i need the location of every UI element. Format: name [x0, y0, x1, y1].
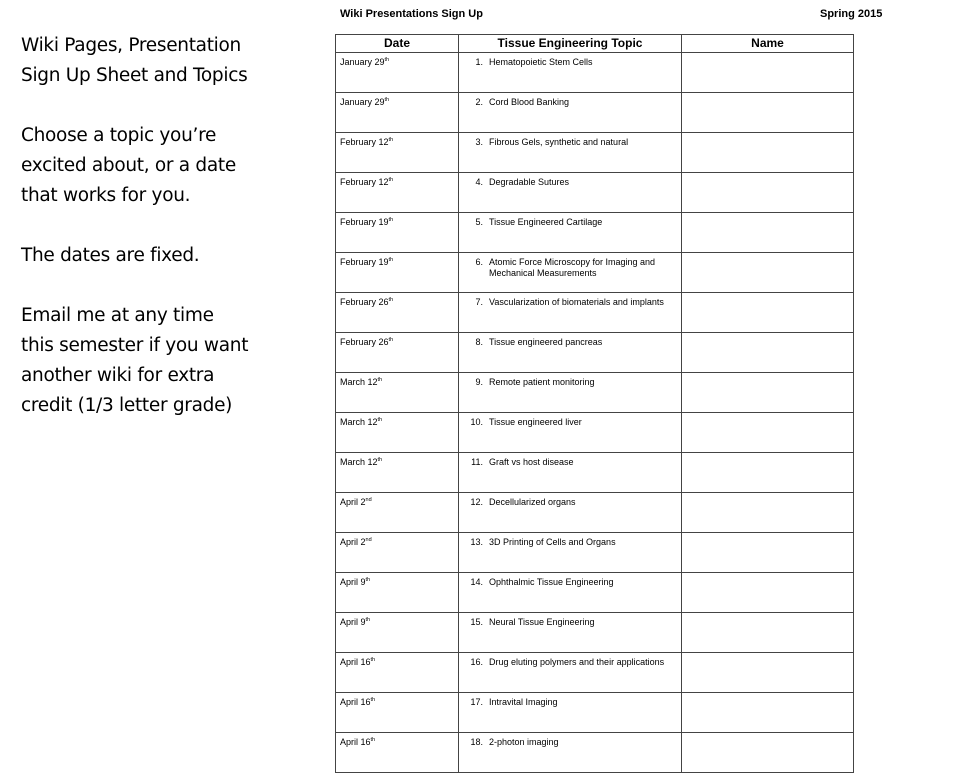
topic-cell — [459, 293, 682, 333]
date-text: March 12 — [340, 417, 378, 427]
table-row — [336, 373, 854, 413]
date-ordinal-suffix: th — [388, 137, 394, 143]
topic-cell — [459, 53, 682, 93]
topic-number: 2. — [475, 97, 483, 107]
date-text: March 12 — [340, 377, 378, 387]
name-signup-cell[interactable] — [682, 613, 854, 653]
topic-text: Degradable Sutures — [489, 177, 570, 187]
date-cell — [336, 733, 459, 773]
topic-cell — [459, 413, 682, 453]
topic-text: Tissue engineered pancreas — [489, 337, 603, 347]
name-signup-cell[interactable] — [682, 653, 854, 693]
date-cell — [336, 173, 459, 213]
date-cell — [336, 413, 459, 453]
date-text: March 12 — [340, 457, 378, 467]
name-column-header: Name — [682, 35, 854, 53]
table-row — [336, 413, 854, 453]
date-ordinal-suffix: th — [388, 177, 394, 183]
table-row — [336, 733, 854, 773]
date-cell — [336, 373, 459, 413]
table-row — [336, 453, 854, 493]
topic-cell — [459, 613, 682, 653]
table-row — [336, 253, 854, 293]
topic-number: 10. — [470, 417, 483, 427]
date-text: February 12 — [340, 137, 389, 147]
instructions-panel — [21, 31, 251, 451]
name-signup-cell[interactable] — [682, 253, 854, 293]
date-ordinal-suffix: th — [365, 617, 371, 623]
name-signup-cell[interactable] — [682, 453, 854, 493]
date-text: April 16 — [340, 657, 371, 667]
topic-number: 8. — [475, 337, 483, 347]
topic-number: 12. — [470, 497, 483, 507]
topic-text: Tissue Engineered Cartilage — [489, 217, 603, 227]
date-cell — [336, 453, 459, 493]
topic-text: Neural Tissue Engineering — [489, 617, 595, 627]
instructions-heading: Wiki Pages, Presentation Sign Up Sheet and Topics — [21, 35, 248, 86]
date-ordinal-suffix: nd — [365, 497, 372, 503]
table-row — [336, 213, 854, 253]
date-text: April 9 — [340, 577, 366, 587]
topic-text: Intravital Imaging — [489, 697, 558, 707]
date-cell — [336, 293, 459, 333]
table-row — [336, 173, 854, 213]
date-cell — [336, 613, 459, 653]
topic-cell — [459, 253, 682, 293]
topic-text: Decellularized organs — [489, 497, 576, 507]
table-row — [336, 93, 854, 133]
date-ordinal-suffix: th — [377, 457, 383, 463]
topic-number: 7. — [475, 297, 483, 307]
date-ordinal-suffix: th — [384, 57, 390, 63]
date-cell — [336, 533, 459, 573]
table-header-row — [336, 35, 854, 53]
name-signup-cell[interactable] — [682, 213, 854, 253]
topic-number: 18. — [470, 737, 483, 747]
date-ordinal-suffix: th — [384, 97, 390, 103]
topic-number: 5. — [475, 217, 483, 227]
name-signup-cell[interactable] — [682, 373, 854, 413]
topic-text: Ophthalmic Tissue Engineering — [489, 577, 614, 587]
topic-text: Remote patient monitoring — [489, 377, 595, 387]
topic-cell — [459, 453, 682, 493]
date-text: February 26 — [340, 297, 389, 307]
date-cell — [336, 133, 459, 173]
date-text: April 16 — [340, 697, 371, 707]
date-ordinal-suffix: th — [388, 337, 394, 343]
date-ordinal-suffix: th — [370, 697, 376, 703]
date-ordinal-suffix: th — [365, 577, 371, 583]
instructions-extra-credit: Email me at any time this semester if you want another wiki for extra credit (1/3 letter grade) — [21, 305, 249, 416]
name-signup-cell[interactable] — [682, 53, 854, 93]
sheet-term: Spring 2015 — [820, 8, 883, 20]
topic-number: 6. — [475, 257, 483, 267]
signup-table — [335, 34, 854, 773]
table-row — [336, 133, 854, 173]
topic-number: 1. — [475, 57, 483, 67]
date-cell — [336, 333, 459, 373]
topic-number: 13. — [470, 537, 483, 547]
topic-cell — [459, 333, 682, 373]
table-row — [336, 573, 854, 613]
date-text: April 2 — [340, 497, 366, 507]
date-ordinal-suffix: th — [377, 377, 383, 383]
topic-number: 11. — [471, 457, 483, 467]
topic-cell — [459, 733, 682, 773]
topic-text: Vascularization of biomaterials and implants — [489, 297, 664, 307]
topic-text: Hematopoietic Stem Cells — [489, 57, 593, 67]
name-signup-cell[interactable] — [682, 733, 854, 773]
date-text: February 12 — [340, 177, 389, 187]
table-row — [336, 493, 854, 533]
sheet-title: Wiki Presentations Sign Up — [340, 8, 483, 20]
name-signup-cell[interactable] — [682, 693, 854, 733]
topic-cell — [459, 573, 682, 613]
date-text: February 19 — [340, 217, 389, 227]
date-cell — [336, 573, 459, 613]
topic-number: 3. — [475, 137, 483, 147]
topic-text: Atomic Force Microscopy for Imaging and Mechanical Measurements — [489, 257, 656, 278]
date-text: April 16 — [340, 737, 371, 747]
topic-cell — [459, 173, 682, 213]
instructions-choose-topic: Choose a topic you’re excited about, or a date that works for you. — [21, 125, 236, 206]
name-signup-cell[interactable] — [682, 493, 854, 533]
topic-text: Fibrous Gels, synthetic and natural — [489, 137, 629, 147]
date-cell — [336, 693, 459, 733]
topic-number: 4. — [475, 177, 483, 187]
topic-column-header: Tissue Engineering Topic — [459, 35, 682, 53]
topic-text: Cord Blood Banking — [489, 97, 570, 107]
topic-number: 17. — [470, 697, 483, 707]
topic-text: 3D Printing of Cells and Organs — [489, 537, 616, 547]
name-signup-cell[interactable] — [682, 333, 854, 373]
topic-text: Drug eluting polymers and their applications — [489, 657, 665, 667]
date-ordinal-suffix: th — [377, 417, 383, 423]
table-row — [336, 653, 854, 693]
name-signup-cell[interactable] — [682, 573, 854, 613]
topic-cell — [459, 373, 682, 413]
date-ordinal-suffix: th — [370, 657, 376, 663]
table-row — [336, 293, 854, 333]
name-signup-cell[interactable] — [682, 173, 854, 213]
table-body — [336, 53, 854, 773]
date-text: April 9 — [340, 617, 366, 627]
topic-number: 9. — [475, 377, 483, 387]
date-text: January 29 — [340, 97, 385, 107]
topic-cell — [459, 653, 682, 693]
table-row — [336, 693, 854, 733]
name-signup-cell[interactable] — [682, 293, 854, 333]
date-text: February 19 — [340, 257, 389, 267]
name-signup-cell[interactable] — [682, 93, 854, 133]
date-cell — [336, 53, 459, 93]
topic-text: 2-photon imaging — [489, 737, 559, 747]
date-cell — [336, 653, 459, 693]
table-row — [336, 533, 854, 573]
name-signup-cell[interactable] — [682, 413, 854, 453]
date-column-header: Date — [336, 35, 459, 53]
topic-text: Graft vs host disease — [489, 457, 574, 467]
date-text: February 26 — [340, 337, 389, 347]
table-row — [336, 613, 854, 653]
date-cell — [336, 93, 459, 133]
name-signup-cell[interactable] — [682, 133, 854, 173]
topic-cell — [459, 93, 682, 133]
topic-number: 14. — [470, 577, 483, 587]
date-text: April 2 — [340, 537, 366, 547]
topic-text: Tissue engineered liver — [489, 417, 582, 427]
name-signup-cell[interactable] — [682, 533, 854, 573]
date-ordinal-suffix: th — [388, 257, 394, 263]
date-ordinal-suffix: nd — [365, 537, 372, 543]
date-text: January 29 — [340, 57, 385, 67]
topic-cell — [459, 693, 682, 733]
date-cell — [336, 213, 459, 253]
topic-cell — [459, 533, 682, 573]
date-cell — [336, 493, 459, 533]
table-row — [336, 53, 854, 93]
table-row — [336, 333, 854, 373]
date-cell — [336, 253, 459, 293]
date-ordinal-suffix: th — [388, 217, 394, 223]
topic-cell — [459, 213, 682, 253]
date-ordinal-suffix: th — [370, 737, 376, 743]
topic-cell — [459, 133, 682, 173]
instructions-dates-fixed: The dates are fixed. — [21, 245, 200, 266]
topic-cell — [459, 493, 682, 533]
date-ordinal-suffix: th — [388, 297, 394, 303]
topic-number: 15. — [470, 617, 483, 627]
topic-number: 16. — [470, 657, 483, 667]
